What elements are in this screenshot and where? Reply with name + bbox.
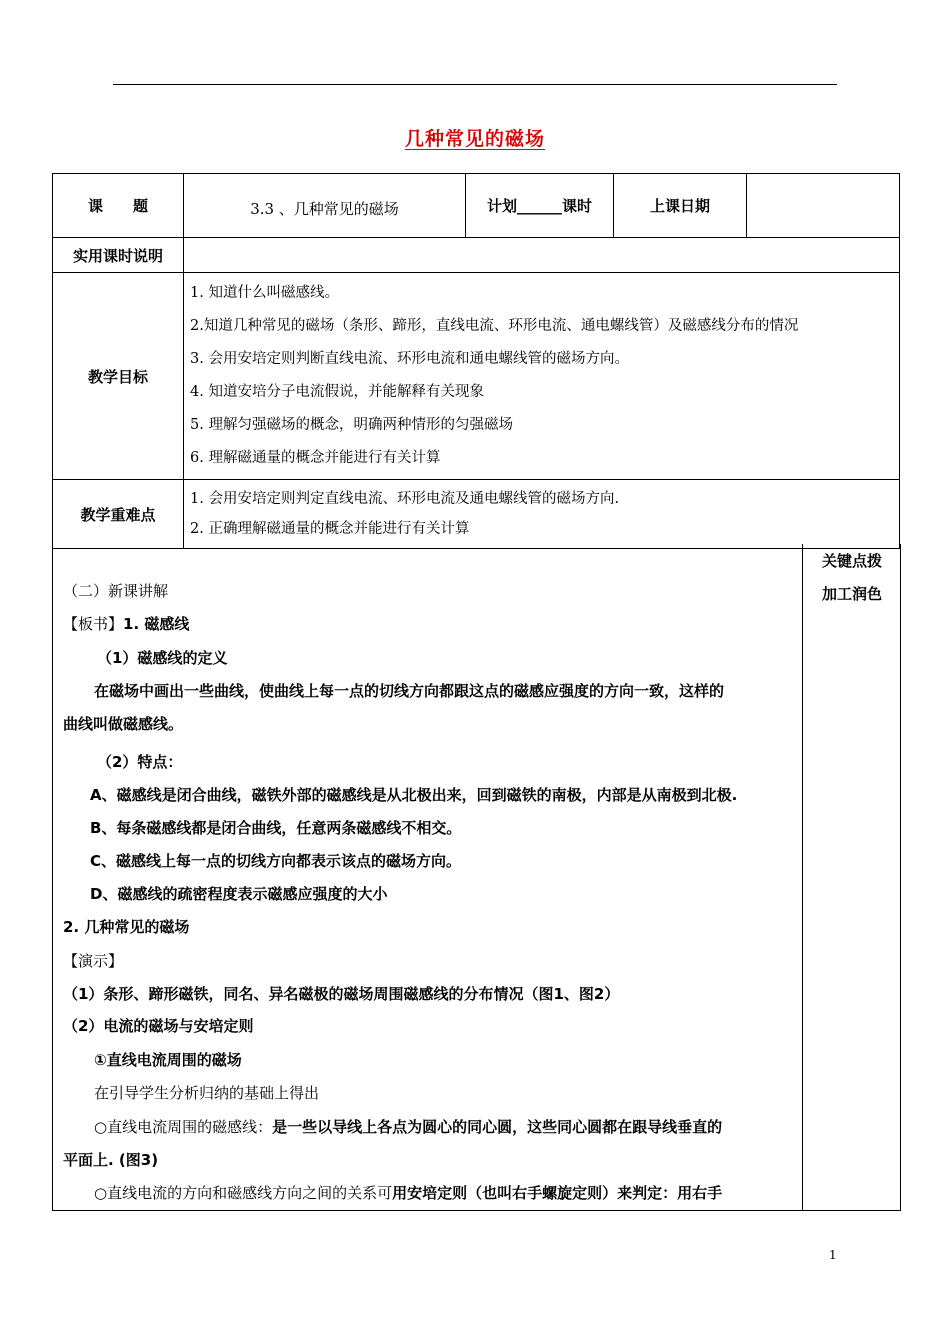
top-rule [113, 84, 837, 85]
board-tag: 【板书】 [63, 615, 124, 633]
objective-item: 4. 知道安培分子电流假说，并能解释有关现象 [190, 384, 484, 400]
straight-text-cont: 平面上. (图3) [63, 1151, 159, 1169]
page-title: 几种常见的磁场 [404, 128, 545, 150]
keypoint-item: 2. 正确理解磁通量的概念并能进行有关计算 [190, 521, 470, 537]
objectives-list [184, 273, 900, 480]
objective-item: 5. 理解匀强磁场的概念，明确两种情形的匀强磁场 [190, 417, 513, 433]
date-label: 上课日期 [614, 174, 747, 238]
page-number: 1 [829, 1248, 837, 1262]
demo-2: （2）电流的磁场与安培定则 [63, 1017, 254, 1035]
definition-text-cont: 曲线叫做磁感线。 [63, 715, 184, 733]
lesson-body [52, 544, 901, 1211]
board-item: 1. 磁感线 [123, 615, 190, 633]
objectives-label: 教学目标 [53, 273, 184, 480]
section-heading: （二）新课讲解 [63, 582, 169, 600]
lesson-info-table [52, 173, 900, 549]
topic-label: 课 题 [53, 174, 184, 238]
keypoints-label: 教学重难点 [53, 480, 184, 549]
features-heading: （2）特点： [97, 753, 183, 771]
relation-prefix: ○直线电流的方向和磁感线方向之间的关系可 [94, 1184, 393, 1202]
objective-item: 1. 知道什么叫磁感线。 [190, 285, 339, 301]
keypoint-item: 1. 会用安培定则判定直线电流、环形电流及通电螺线管的磁场方向. [190, 491, 620, 507]
section-2-heading: 2. 几种常见的磁场 [63, 918, 190, 936]
keypoints-list [184, 480, 900, 549]
relation-line [94, 1177, 722, 1210]
demo-1: （1）条形、蹄形磁铁，同名、异名磁极的磁场周围磁感线的分布情况（图1、图2） [63, 985, 620, 1003]
definition-heading: （1）磁感线的定义 [97, 649, 228, 667]
topic-value: 3.3 、几种常见的磁场 [184, 174, 466, 238]
definition-text: 在磁场中画出一些曲线，使曲线上每一点的切线方向都跟这点的磁感应强度的方向一致，这样的 [94, 682, 725, 700]
date-value [747, 174, 900, 238]
side-note-polish: 加工润色 [821, 585, 882, 603]
side-note-key-points: 关键点拨 [821, 552, 882, 570]
straight-text: 是一些以导线上各点为圆心的同心圆，这些同心圆都在跟导线垂直的 [272, 1118, 723, 1136]
side-notes [804, 546, 900, 612]
straight-current-line [94, 1111, 722, 1144]
side-divider [802, 544, 803, 1210]
feature-a: A、磁感线是闭合曲线，磁铁外部的磁感线是从北极出来，回到磁铁的南极，内部是从南极到北极. [90, 786, 738, 804]
feature-c: C、磁感线上每一点的切线方向都表示该点的磁场方向。 [90, 852, 462, 870]
relation-bold: 用安培定则（也叫右手螺旋定则）来判定：用右手 [392, 1184, 723, 1202]
straight-prefix: ○直线电流周围的磁感线： [94, 1118, 273, 1136]
objective-item: 2.知道几种常见的磁场（条形、蹄形，直线电流、环形电流、通电螺线管）及磁感线分布的情况 [190, 318, 799, 334]
objective-item: 3. 会用安培定则判断直线电流、环形电流和通电螺线管的磁场方向。 [190, 351, 629, 367]
guided-text: 在引导学生分析归纳的基础上得出 [94, 1084, 320, 1102]
practical-label: 实用课时说明 [53, 238, 184, 273]
demo-tag: 【演示】 [63, 952, 124, 970]
practical-value [184, 238, 900, 273]
feature-d: D、磁感线的疏密程度表示磁感应强度的大小 [90, 885, 388, 903]
objective-item: 6. 理解磁通量的概念并能进行有关计算 [190, 450, 441, 466]
straight-current-heading: ①直线电流周围的磁场 [94, 1051, 242, 1069]
feature-b: B、每条磁感线都是闭合曲线，任意两条磁感线不相交。 [90, 819, 462, 837]
plan-label: 计划______课时 [466, 174, 614, 238]
board-line [63, 608, 189, 641]
